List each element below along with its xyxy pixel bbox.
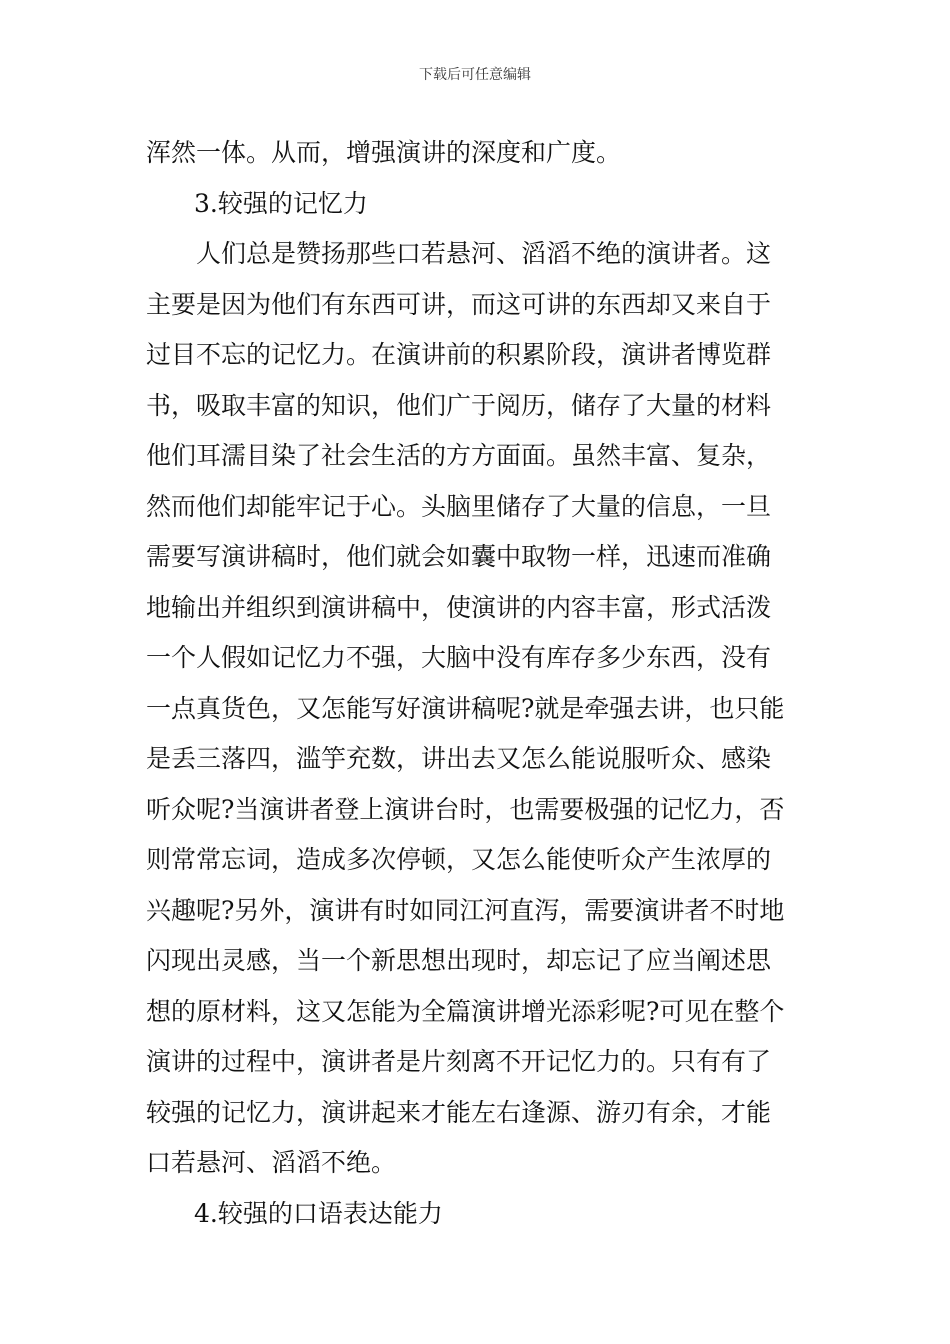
- text-line: 需要写演讲稿时，他们就会如囊中取物一样，迅速而准确: [146, 542, 772, 571]
- text-line: 闪现出灵感，当一个新思想出现时，却忘记了应当阐述思: [146, 946, 772, 975]
- section-heading: 4.较强的口语表达能力: [194, 1198, 443, 1228]
- text-line: 地输出并组织到演讲稿中，使演讲的内容丰富，形式活泼: [146, 592, 772, 622]
- text-line: 听众呢?当演讲者登上演讲台时，也需要极强的记忆力，否: [146, 794, 785, 824]
- text-line: 然而他们却能牢记于心。头脑里储存了大量的信息，一旦: [146, 491, 772, 521]
- text-line: 想的原材料，这又怎能为全篇演讲增光添彩呢?可见在整个: [146, 996, 785, 1026]
- text-line: 口若悬河、滔滔不绝。: [146, 1148, 397, 1177]
- text-line: 浑然一体。从而，增强演讲的深度和广度。: [146, 138, 622, 167]
- text-line: 则常常忘词，造成多次停顿，又怎么能使听众产生浓厚的: [146, 845, 772, 874]
- text-line: 主要是因为他们有东西可讲，而这可讲的东西却又来自于: [146, 289, 772, 319]
- text-line: 是丢三落四，滥竽充数，讲出去又怎么能说服听众、感染: [146, 744, 772, 773]
- text-line: 一个人假如记忆力不强，大脑中没有库存多少东西，没有: [146, 643, 772, 672]
- text-line: 一点真货色，又怎能写好演讲稿呢?就是牵强去讲，也只能: [146, 693, 785, 723]
- page-header: 下载后可任意编辑: [419, 67, 531, 83]
- paragraph-first-line: 人们总是赞扬那些口若悬河、滔滔不绝的演讲者。这: [196, 239, 772, 268]
- section-heading: 3.较强的记忆力: [194, 188, 368, 218]
- text-line: 兴趣呢?另外，演讲有时如同江河直泻，需要演讲者不时地: [146, 895, 785, 925]
- text-line: 他们耳濡目染了社会生活的方方面面。虽然丰富、复杂，: [146, 441, 772, 470]
- text-line: 书，吸取丰富的知识，他们广于阅历，储存了大量的材料: [146, 390, 772, 420]
- text-line: 过目不忘的记忆力。在演讲前的积累阶段，演讲者博览群: [146, 340, 772, 369]
- text-line: 演讲的过程中，演讲者是片刻离不开记忆力的。只有有了: [146, 1047, 772, 1076]
- document-body: [146, 128, 816, 1239]
- text-line: 较强的记忆力，演讲起来才能左右逢源、游刃有余，才能: [146, 1097, 772, 1127]
